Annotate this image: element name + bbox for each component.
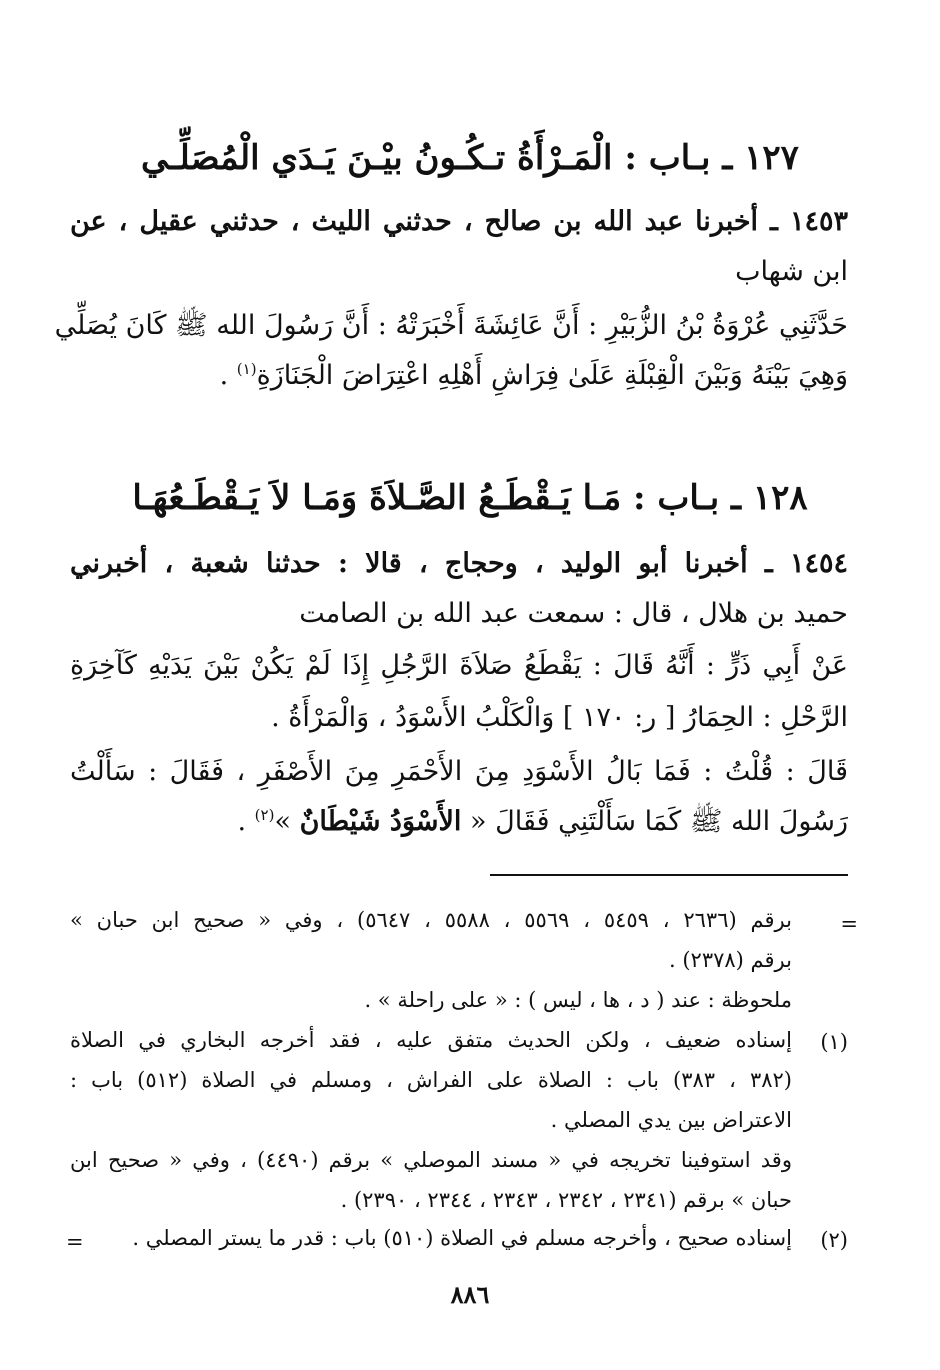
footnote-1-line-1: إسناده ضعيف ، ولكن الحديث متفق عليه ، فقد أخرجه البخاري في الصلاة [70, 1028, 792, 1052]
footnote-1-line-4: وقد استوفينا تخريجه في « مسند الموصلي » برقم (٤٤٩٠) ، وفي « صحيح ابن [70, 1148, 792, 1172]
hadith-1453-matn-text: وَهِيَ بَيْنَهُ وَبَيْنَ الْقِبْلَةِ عَلَىٰ فِرَاشِ أَهْلِهِ اعْتِرَاضَ الْجَنَازَةِ [256, 360, 848, 391]
footnote-separator [490, 874, 848, 876]
hadith-1454-quote-close: » [274, 806, 300, 837]
footnote-1-line-3: الاعتراض بين يدي المصلي . [550, 1108, 792, 1132]
hadith-1454-matn-line-4 [238, 808, 849, 835]
hadith-1453-matn-end: . [219, 360, 237, 391]
hadith-1454-matn-line-1: عَنْ أَبِي ذَرٍّ : أَنَّهُ قَالَ : يَقْطَعُ صَلاَةَ الرَّجُلِ إِذَا لَمْ يَكُنْ بَيْنَ يَدَيْهِ كَآخِرَةِ [70, 650, 848, 681]
hadith-1454-quoted-saying: الأَسْوَدُ شَيْطَانٌ [299, 806, 462, 837]
hadith-1454-isnad-line-1: ١٤٥٤ ـ أخبرنا أبو الوليد ، وحجاج ، قالا : حدثنا شعبة ، أخبرني [70, 548, 848, 579]
hadith-1453-isnad-line-2: ابن شهاب [735, 256, 848, 287]
footnote-ref-1[interactable]: (١) [236, 360, 257, 378]
footnote-2-line-1: إسناده صحيح ، وأخرجه مسلم في الصلاة (٥١٠) باب : قدر ما يستر المصلي . [132, 1226, 792, 1250]
footnote-next-page-marker: = [66, 1230, 84, 1254]
footnote-cont-line-2: برقم (٢٣٧٨) . [669, 948, 792, 972]
hadith-1454-matn-end: . [237, 806, 255, 837]
page-number: ٨٨٦ [450, 1280, 490, 1309]
hadith-1454-matn-line-3: قَالَ : قُلْتُ : فَمَا بَالُ الأَسْوَدِ مِنَ الأَحْمَرِ مِنَ الأَصْفَرِ ، فَقَالَ : سَأَلْتُ [70, 756, 848, 787]
footnote-1-line-5: حبان » برقم (٢٣٤١ ، ٢٣٤٢ ، ٢٣٤٣ ، ٢٣٤٤ ، ٢٣٩٠) . [340, 1188, 792, 1212]
hadith-1453-isnad-line-1: ١٤٥٣ ـ أخبرنا عبد الله بن صالح ، حدثني الليث ، حدثني عقيل ، عن [70, 206, 848, 237]
hadith-1453-matn-line-1: حَدَّثَنِي عُرْوَةُ بْنُ الزُّبَيْرِ : أَنَّ عَائِشَةَ أَخْبَرَتْهُ : أَنَّ رَسُولَ الله ﷺ كَانَ يُصَلِّي [54, 310, 848, 341]
footnote-1-number: (١) [820, 1030, 848, 1054]
footnote-2-number: (٢) [820, 1228, 848, 1252]
chapter-128-heading: ١٢٨ ـ بـاب : مَـا يَـقْطَـعُ الصَّـلاَةَ وَمَـا لاَ يَـقْطَـعُهَـا [132, 478, 808, 518]
footnote-cont-line-3: ملحوظة : عند ( د ، ها ، ليس ) : « على راحلة » . [364, 988, 792, 1012]
footnote-cont-line-1: برقم (٢٦٣٦ ، ٥٤٥٩ ، ٥٥٦٩ ، ٥٥٨٨ ، ٥٦٤٧) ، وفي « صحيح ابن حبان » [70, 908, 792, 932]
chapter-127-heading: ١٢٧ ـ بـاب : الْمَـرْأَةُ تـكُـونُ بيْـنَ يَـدَي الْمُصَلِّـي [141, 138, 799, 178]
footnote-continuation-marker: = [840, 912, 858, 936]
hadith-1454-matn-line-2: الرَّحْلِ : الحِمَارُ [ ر: ١٧٠ ] وَالْكَلْبُ الأَسْوَدُ ، وَالْمَرْأَةُ . [271, 702, 848, 733]
hadith-1453-matn-line-2 [220, 362, 848, 389]
hadith-1454-isnad-line-2: حميد بن هلال ، قال : سمعت عبد الله بن الصامت [299, 598, 848, 629]
footnote-1-line-2: (٣٨٢ ، ٣٨٣) باب : الصلاة على الفراش ، ومسلم في الصلاة (٥١٢) باب : [70, 1068, 792, 1092]
hadith-1454-matn-text: رَسُولَ الله ﷺ كَمَا سَأَلْتَنِي فَقَالَ « [461, 806, 848, 837]
footnote-ref-2[interactable]: (٢) [254, 806, 275, 824]
